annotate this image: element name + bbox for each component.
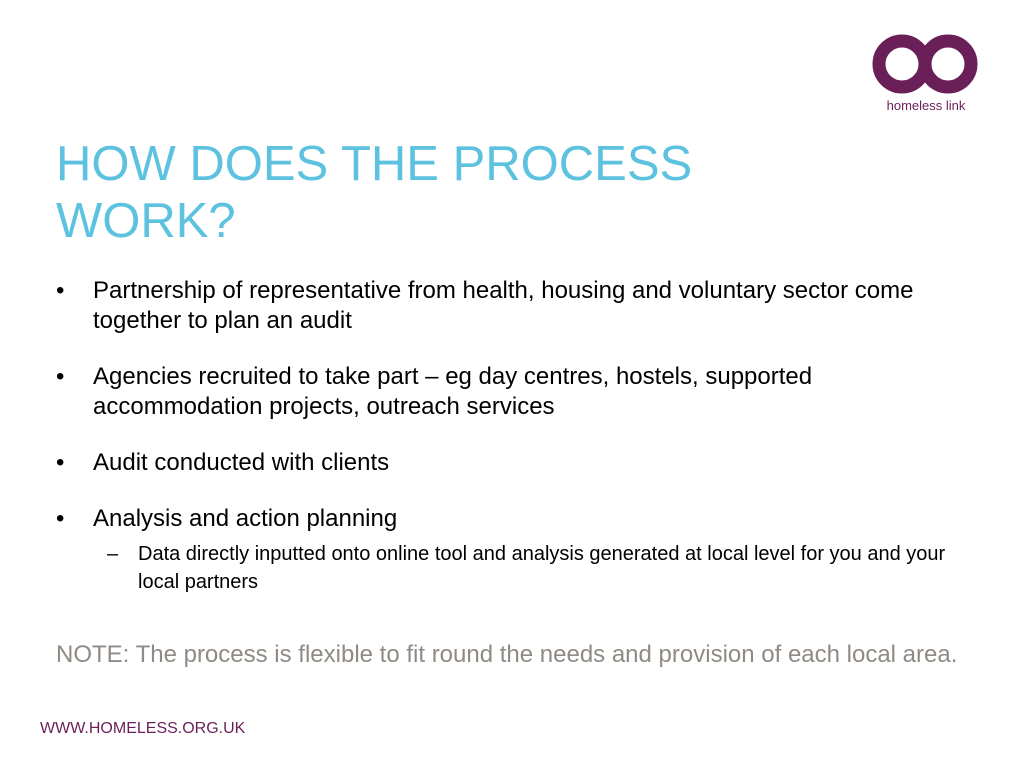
sub-bullet-text: Data directly inputted onto online tool and analysis generated at local level for you and your local partners [138, 543, 946, 593]
homeless-link-logo [872, 34, 982, 118]
logo-circles-icon [872, 34, 982, 98]
bullet-item [56, 362, 976, 422]
note-text: NOTE: The process is flexible to fit round the needs and provision of each local area. [56, 641, 958, 668]
bullet-text: Audit conducted with clients [93, 449, 390, 476]
bullet-text: Partnership of representative from health, housing and voluntary sector come together to plan an audit [93, 277, 914, 334]
bullet-item [56, 448, 976, 478]
bullet-item [56, 504, 976, 596]
bullet-marker: • [56, 363, 65, 390]
bullet-list [56, 276, 976, 596]
footer-url[interactable]: WWW.HOMELESS.ORG.UK [40, 720, 246, 737]
logo-text: homeless link [886, 98, 966, 113]
bullet-marker: • [56, 277, 65, 304]
slide-title: HOW DOES THE PROCESS WORK? [56, 137, 693, 248]
bullet-marker: • [56, 505, 65, 532]
bullet-text: Analysis and action planning [93, 505, 398, 532]
bullet-item [56, 276, 976, 336]
sub-bullet-item [93, 540, 976, 596]
sub-bullet-marker: – [107, 543, 119, 565]
bullet-text: Agencies recruited to take part – eg day centres, hostels, supported accommodation projects, outreach services [93, 363, 813, 420]
bullet-marker: • [56, 449, 65, 476]
